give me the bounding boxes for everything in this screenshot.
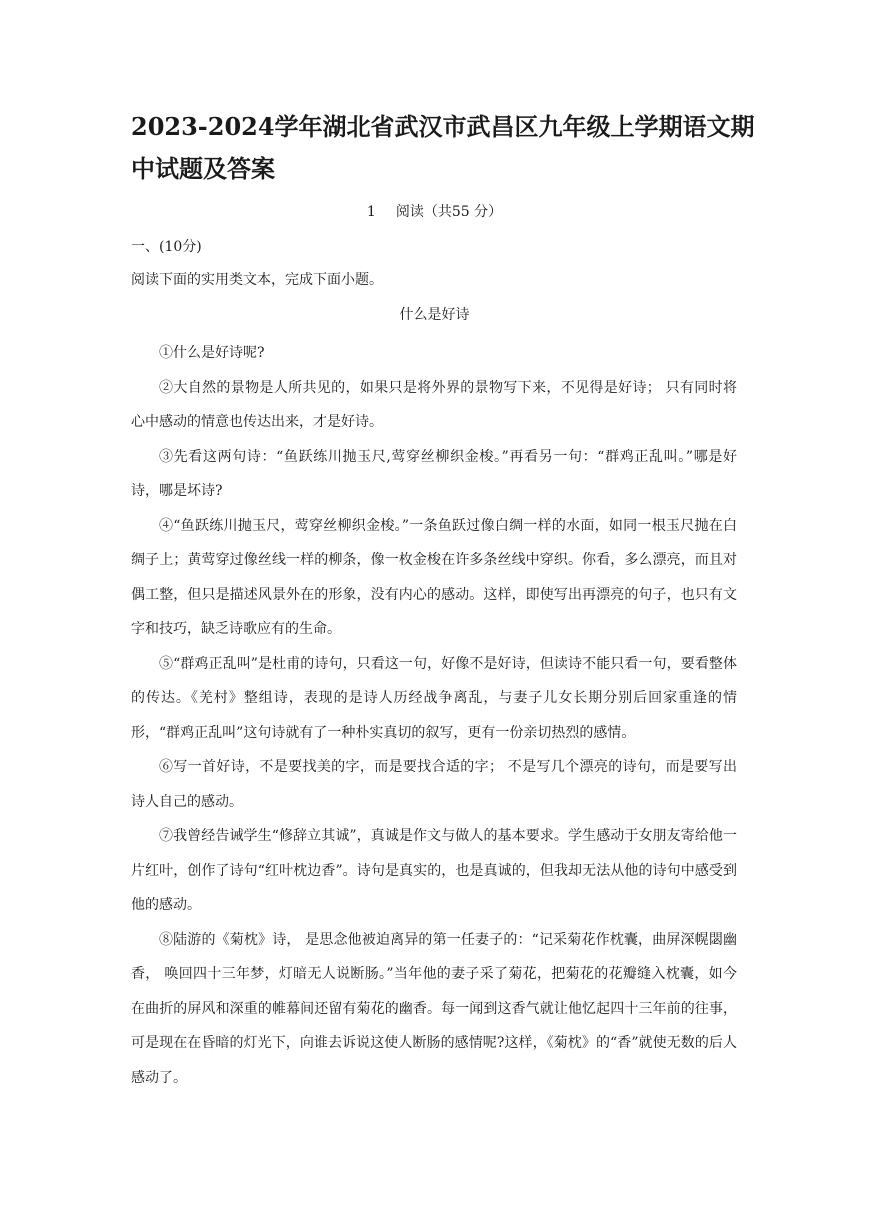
paragraph: ⑥写一首好诗，不是要找美的字，而是要找合适的字； 不是写几个漂亮的诗句，而是要写出诗人自己的感动。 — [131, 759, 737, 810]
passage-body — [131, 336, 737, 1095]
section-heading — [0, 200, 869, 224]
paragraph: ⑧陆游的《菊枕》诗， 是思念他被迫离异的第一任妻子的：“记采菊花作枕囊，曲屏深幌閟幽香， 唤回四十三年梦，灯暗无人说断肠。”当年他的妻子采了菊花，把菊花的花瓣缝入枕囊，如今在曲折的屏风和深重的帷幕间还留有菊花的幽香。每一闻到这香气就让他忆起四十三年前的往事，可是现在在昏暗的灯光下，向谁去诉说这使人断肠的感情呢?这样，《菊枕》的“香”就使无数的后人感动了。 — [131, 931, 737, 1086]
question-heading: 一、(10分) — [131, 239, 202, 255]
paragraph: ⑤“群鸡正乱叫”是杜甫的诗句，只看这一句，好像不是好诗，但读诗不能只看一句，要看整体的传达。《羌村》整组诗，表现的是诗人历经战争离乱，与妻子儿女长期分别后回家重逢的情形，“群鸡正乱叫”这句诗就有了一种朴实真切的叙写，更有一份亲切热烈的感情。 — [131, 655, 737, 741]
document-title: 2023-2024学年湖北省武汉市武昌区九年级上学期语文期中试题及答案 — [131, 112, 755, 183]
passage-title: 什么是好诗 — [399, 307, 470, 323]
paragraph: ①什么是好诗呢? — [159, 345, 265, 361]
section-number: 1 — [366, 204, 376, 220]
paragraph: ③先看这两句诗：“鱼跃练川抛玉尺,莺穿丝柳织金梭。”再看另一句：“群鸡正乱叫。”哪是好诗，哪是坏诗? — [131, 448, 737, 499]
paragraph: ④“鱼跃练川抛玉尺，莺穿丝柳织金梭。”一条鱼跃过像白绸一样的水面，如同一根玉尺抛在白绸子上；黄莺穿过像丝线一样的柳条，像一枚金梭在许多条丝线中穿织。你看，多么漂亮，而且对偶工整，但只是描述风景外在的形象，没有内心的感动。这样，即使写出再漂亮的句子，也只有文字和技巧，缺乏诗歌应有的生命。 — [131, 517, 737, 637]
question-instruction: 阅读下面的实用类文本，完成下面小题。 — [131, 272, 383, 288]
section-label: 阅读（共55 分） — [395, 204, 503, 220]
paragraph: ⑦我曾经告诫学生“修辞立其诚”，真诚是作文与做人的基本要求。学生感动于女朋友寄给他一片红叶，创作了诗句“红叶枕边香”。诗句是真实的，也是真诚的，但我却无法从他的诗句中感受到他的感动。 — [131, 828, 737, 913]
paragraph: ②大自然的景物是人所共见的，如果只是将外界的景物写下来，不见得是好诗； 只有同时将心中感动的情意也传达出来，才是好诗。 — [131, 379, 737, 430]
